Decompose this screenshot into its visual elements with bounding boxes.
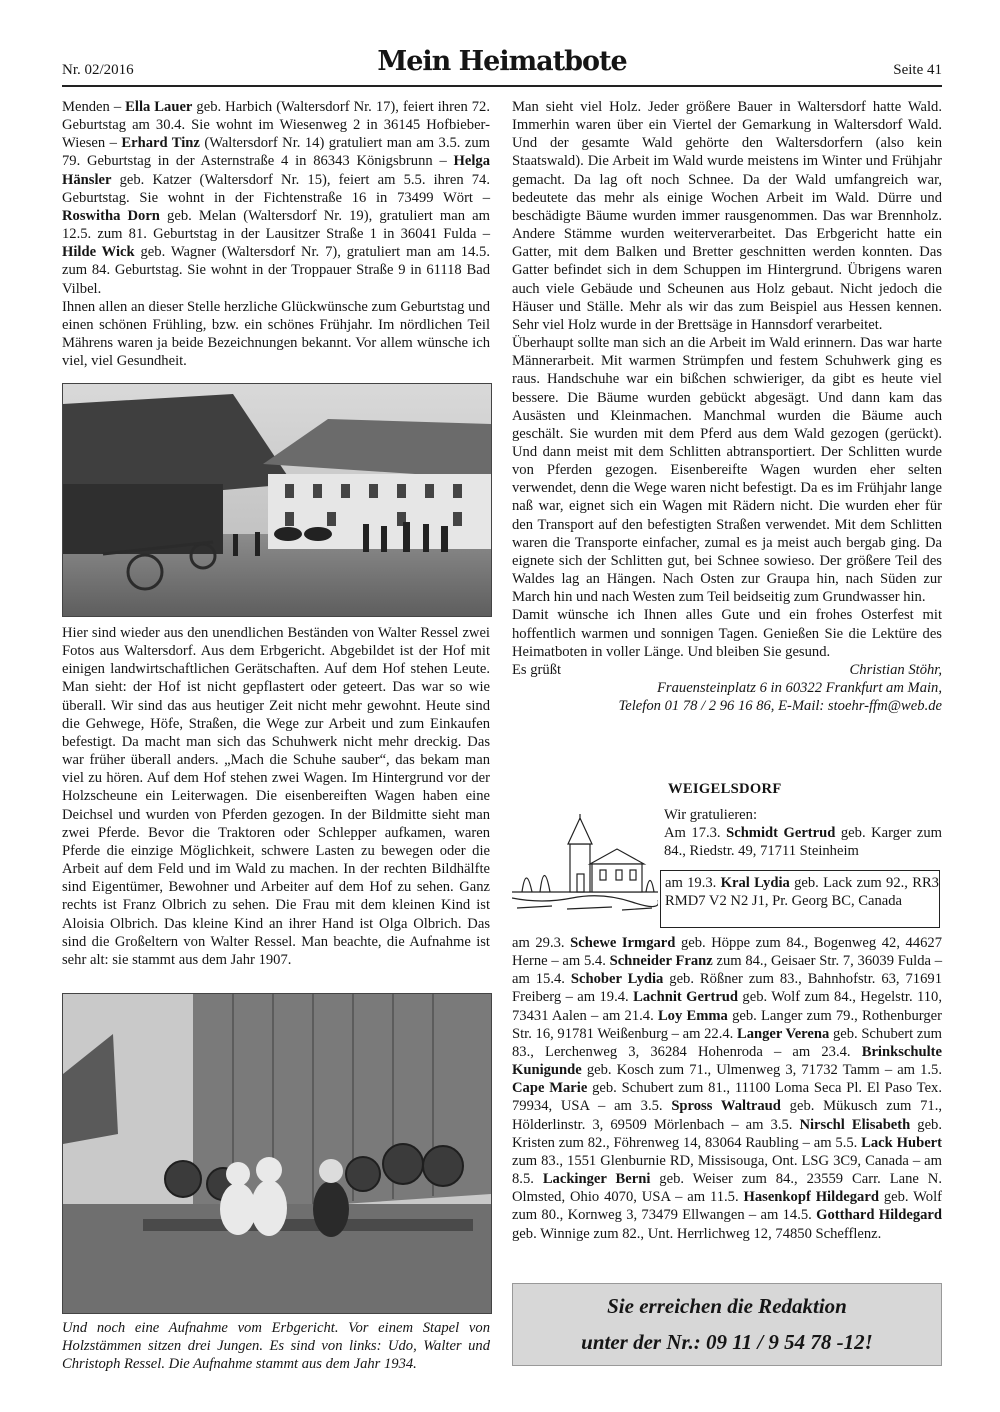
person-name: Hasenkopf Hildegard [743,1189,879,1206]
person-name: Cape Marie [512,1080,588,1097]
text-run: geb. Wagner (Waltersdorf Nr. 7), gratuliert man am 14.5. zum 84. Geburtstag. Sie wohnt in der Troppauer Straße 9 in 61118 Bad Vilbel. [62,244,490,297]
text-run: geb. Wolf zum 80., Kornweg 3, 73479 Ellwangen – am 14.5. [512,1189,943,1224]
person-name: Schmidt Gertrud [726,825,836,842]
right-main-text [512,98,942,715]
wood-paragraph: Man sieht viel Holz. Jeder größere Bauer in Waltersdorf hatte Wald. Immerhin waren über ein Viertel der Gemarkung in Waltersdorf Wald. Und der gesamte Wald gehörte den Waltersdorfern (also kein Staatswald). Die Arbeit im Wald wurde meistens im Winter und Frühjahr gemacht. Da lag oft noch Schnee. Da der Wald umfangreich war, bedeutete das mehr als einige Wochen Arbeit im Wald. Dürre und beschädigte Bäume wurden immer rausgenommen. Das war Brennholz. Andere Stämme wurden weiterverarbeitet. Das Erbgericht hatte ein Gatter, mit dem Balken und Bretter geschnitten werden konnten. Das Gatter befindet sich in dem Schuppen im Hintergrund. Übrigens waren auch viele Gebäude und Scheunen aus Holz gebaut. Nicht jedoch die Häuser und Ställe. Mehr als wir das zum Beispiel aus Hessen kennen. Sehr viel Holz wurde in der Brettsäge in Hannsdorf verarbeitet. [512,99,942,333]
editorial-line-1: Sie erreichen die Redaktion [607,1294,847,1318]
text-run: geb. Kosch zum 71., Ulmenweg 3, 71732 Tamm – am 1.5. [581,1062,942,1079]
first-birthday-entry [664,824,942,860]
page-header [62,46,942,86]
person-name: Lackinger Berni [542,1171,651,1188]
birthday-list [512,934,942,1243]
signature-line [512,661,942,679]
editorial-contact-box [512,1283,942,1366]
text-run: geb. Höppe zum 84., Bogenweg 42, 44627 Herne – am 5.4. [512,935,943,970]
person-name: Lack Hubert [861,1134,943,1151]
text-run: am 29.3. [512,935,571,951]
greeting-paragraph: Ihnen allen an dieser Stelle herzliche Glückwünsche zum Geburtstag und einen schönen Frühling, bzw. ein schönes Frühjahr. Im nördlichen Teil Mährens waren ja beide Bezeichnungen bekannt. Vor allem wünsche ich viel, viel Gesundheit. [62,298,490,370]
left-intro [62,98,490,370]
text-run: geb. Karger zum 84., Riedstr. 49, 71711 Steinheim [664,825,942,860]
header-rule [62,85,942,87]
person-name: Nirschl Elisabeth [799,1116,911,1133]
person-name: Kral Lydia [720,875,790,891]
text-run: zum 83., 1551 Glenburnie RD, Missisouga, Ont. LSG 3C9, Canada – am 8.5. [512,1152,942,1188]
forest-work-paragraph: Überhaupt sollte man sich an die Arbeit im Wald erinnern. Das war harte Männerarbeit. Mit warmen Strümpfen und festem Schuhwerk ging es raus. Handschuhe war ein bißchen schwieriger, da gibt es heute viel bessere. Die Bäume wurden gebückt abgesägt. Und dann kam das Ausästen und Kleinmachen. Manchmal wurden die Bäume auch geschält. Sie wurden mit dem Pferd aus dem Wald gezogen (gerückt). Und dann meist mit dem Schlitten abtransportiert. Der Schlitten wurde von Pferden gezogen. Eisenbereifte Wagen wurden eher selten verwendet, denn die Wege waren nicht befestigt. Da es im Frühjahr lange naß war, eignet sich ein Wagen mit Rädern nicht. Die wurden eher für den Transport auf den befestigten Straßen verwendet. Mit dem Schlitten waren die Transporte einfacher, zumal es ja meist auch bergab ging. Da eignete sich der Schlitten gut, bei Schnee sowieso. Der größere Teil des Waldes lag an Hängen. Nach Osten zur Graupa hin, nach Süden zur March hin und nach Westen zum Teil beidseitig zum Grundwasser hin. [512,335,942,606]
birthday-intro-paragraph [62,98,490,298]
church-illustration [512,814,658,914]
text-run: geb. Rößner zum 83., Bahnhofstr. 63, 71691 Freiberg – am 19.4. [512,971,942,1006]
photo-farmyard-1907 [62,383,492,617]
masthead-title: Mein Heimatbote [377,46,627,77]
person-name: Ella Lauer [125,99,193,115]
editorial-line-2: unter der Nr.: 09 11 / 9 54 78 -12! [581,1330,873,1354]
person-name: Spross Waltraud [671,1098,781,1115]
text-run: geb. Wolf zum 84., Hegelstr. 110, 73431 Aalen – am 21.4. [512,989,942,1024]
photo-logs-1934 [62,993,492,1314]
author-contact: Telefon 01 78 / 2 96 16 86, E-Mail: stoehr-ffm@web.de [618,698,942,715]
text-run: Am 17.3. [664,825,727,842]
person-name: Langer Verena [736,1025,830,1042]
text-run: geb. Mükusch zum 71., Hölderlinstr. 3, 69509 Mörlenbach – am 3.5. [512,1098,942,1133]
page-number: Seite 41 [893,62,942,78]
person-name: Roswitha Dorn [62,207,160,224]
person-name: Helga Hänsler [62,153,490,188]
author-address: Frauensteinplatz 6 in 60322 Frankfurt am Main, [657,680,942,696]
text-run: geb. Weiser zum 84., 23559 Carr. Lane N. Olmsted, Ohio 4070, USA – am 11.5. [512,1171,942,1206]
text-run: geb. Melan (Waltersdorf Nr. 19), gratuliert man am 12.5. zum 81. Geburtstag in der Lausitzer Straße 1 in 36041 Fulda – [62,207,491,243]
signoff: Es grüßt [512,661,562,678]
person-name: Erhard Tinz [121,135,200,152]
photo1-description [62,624,490,969]
person-name: Schewe Irmgard [570,935,676,951]
person-name: Hilde Wick [62,244,135,261]
text-run: zum 84., Geisaer Str. 7, 36039 Fulda – am 15.4. [512,953,942,988]
text-run: geb. Schubert zum 81., 11100 Loma Seca Pl. El Paso Tex. 79934, USA – am 3.5. [512,1080,942,1115]
text-run: geb. Katzer (Waltersdorf Nr. 15), feiert am 5.5. ihren 74. Geburtstag. Sie wohnt in der Fichtenstraße 16 in 73499 Wört – [62,171,490,206]
section-title-weigelsdorf: WEIGELSDORF [668,781,782,797]
text-run: geb. Harbich (Waltersdorf Nr. 17), feiert ihren 72. Geburtstag am 30.4. Sie wohnt im Wiesenweg 2 in 36145 Hofbieber-Wiesen – [62,99,490,152]
person-name: Lachnit Gertrud [633,989,739,1006]
author-name: Christian Stöhr, [849,661,942,678]
photo2-caption [62,1319,490,1373]
closing-paragraph: Damit wünsche ich Ihnen alles Gute und ein frohes Osterfest mit hoffentlich warmen und sonnigen Tagen. Genießen Sie die Lektüre des Heimatboten in voller Länge. Und bleiben Sie gesund. [512,607,942,660]
photo1-text: Hier sind wieder aus den unendlichen Beständen von Walter Ressel zwei Fotos aus Waltersdorf. Aus dem Erbgericht. Abgebildet ist der Hof mit einigen landwirtschaftlichen Gerätschaften. Auf dem Hof stehen Leute. Man sieht: der Hof ist nicht gepflastert oder geteert. Das war so wie überall. Wir sind das aus heutiger Zeit nicht mehr gewohnt. Heute sind die Gehwege, Höfe, Straßen, die Wege zur Arbeit und zum Einkaufen befestigt. Da macht man sich das Schuhwerk nicht mehr dreckig. Das war früher überall anders. „Mach die Schuhe sauber“, das bekam man viel zu hören. Auf dem Hof stehen zwei Wagen. Im Hintergrund vor der Holzscheune ein Leiterwagen. Die eisenbereiften Wagen haben eine Deichsel und wurden von Pferden gezogen. In der Bildmitte sieht man zwei Pferde. Bevor die Traktoren oder Schlepper aufkamen, waren Pferde die einzige Möglichkeit, schwere Lasten zu bewegen oder die Arbeit auf dem Feld und im Wald zu machen. In der rechten Bildhälfte sind Eigentümer, Bewohner und Arbeiter auf dem Hof zu sehen. Ganz rechts ist Franz Olbrich zu sehen. Die Frau mit dem kleinen Kind ist Aloisia Olbrich. Das kleine Kind an ihrer Hand ist Olga Olbrich. Das sind die Großeltern von Walter Ressel. Man beachte, die Aufnahme ist sehr alt: sie stammt aus dem Jahr 1907. [62,625,490,968]
text-run: geb. Winnige zum 82., Unt. Herrlichweg 12, 74850 Schefflenz. [512,1225,882,1242]
person-name: Gotthard Hildegard [816,1207,943,1224]
text-run: Menden – [62,99,126,115]
text-run: geb. Langer zum 79., Rothenburger Str. 16, 91781 Weißenburg – am 22.4. [512,1007,942,1042]
text-run: am 19.3. [665,875,721,891]
congrats-heading: Wir gratulieren: [664,807,758,823]
weigelsdorf-intro [664,806,942,860]
person-name: Brinkschulte Kunigunde [512,1043,942,1079]
text-run: geb. Lack zum 92., RR3 RMD7 V2 N2 J1, Pr. Georg BC, Canada [665,875,939,910]
boxed-birthday-entry [660,870,940,928]
person-name: Loy Emma [657,1007,728,1024]
text-run: geb. Schubert zum 83., Lerchenweg 3, 36284 Hohenroda – am 23.4. [512,1025,942,1060]
person-name: Schober Lydia [570,971,664,988]
issue-number: Nr. 02/2016 [62,62,134,78]
person-name: Schneider Franz [609,953,713,970]
text-run: geb. Kristen zum 82., Föhrenweg 14, 83064 Raubling – am 5.5. [512,1116,943,1151]
photo2-caption-text: Und noch eine Aufnahme vom Erbgericht. Vor einem Stapel von Holzstämmen sitzen drei Jungen. Es sind von links: Udo, Walter und Christoph Ressel. Die Aufnahme stammt aus dem Jahr 1934. [62,1320,490,1373]
text-run: (Waltersdorf Nr. 14) gratuliert man am 3.5. zum 79. Geburtstag in der Asternstraße 4 in 86343 Königsbrunn – [62,135,490,170]
